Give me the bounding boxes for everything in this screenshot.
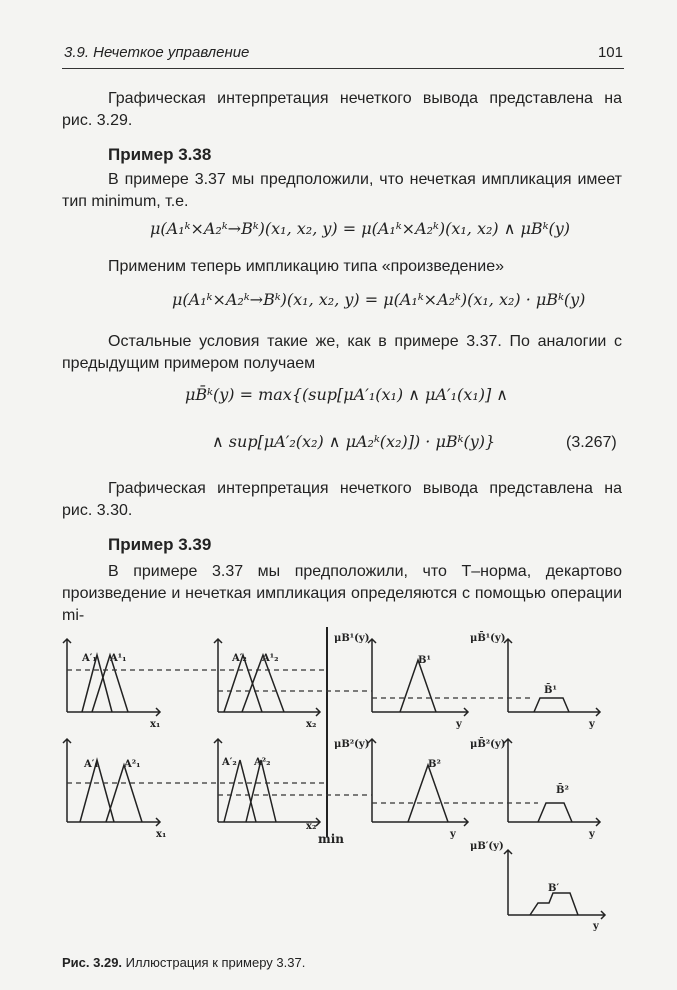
label-y-row2-B2: y	[450, 829, 456, 840]
label-Bprime: B′	[548, 883, 560, 894]
paragraph-graphic-interpretation-2: Графическая интерпретация нечеткого вывода представлена на рис. 3.30.	[62, 480, 622, 519]
panel-row1-x2	[214, 639, 320, 716]
label-muB1-bar: μB̄¹(y)	[470, 633, 506, 644]
label-A2-prime: A′₂	[232, 653, 247, 664]
triangle-A2-2	[246, 760, 276, 822]
label-y-row2-B2-bar: y	[589, 829, 595, 840]
trapezoid-B1-bar	[534, 698, 569, 712]
label-B1: B¹	[418, 655, 431, 666]
figure-3-29	[0, 615, 677, 945]
paragraph-graphic-interpretation-1: Графическая интерпретация нечеткого вывода представлена на рис. 3.29.	[62, 90, 622, 129]
figure-caption-label: Рис. 3.29.	[62, 955, 123, 970]
example-3-39-text-1: В примере 3.37 мы предположили, что T–норма, декартово произведение и нечеткая импликация определяются с помощью операции mi-	[62, 563, 622, 624]
panel-row2-B2	[368, 739, 468, 826]
label-muB1: μB¹(y)	[334, 633, 370, 644]
label-A1-2: A²₁	[124, 759, 141, 770]
label-muB2: μB²(y)	[334, 739, 370, 750]
label-B2-bar: B̄²	[556, 785, 569, 796]
label-x2-row2: x₂	[306, 821, 317, 832]
label-A1-prime-row2: A′₁	[84, 759, 99, 770]
panel-row1-B1	[368, 639, 468, 716]
example-3-39-heading: Пример 3.39	[108, 535, 212, 554]
label-A2-2: A²₂	[254, 757, 271, 768]
example-3-38-heading: Пример 3.38	[108, 145, 212, 164]
trapezoid-B2-bar	[538, 803, 572, 822]
page-number: 101	[597, 44, 623, 61]
label-x1-row2: x₁	[156, 829, 167, 840]
panel-row1-x1	[63, 639, 160, 716]
label-A2-1: A¹₂	[262, 653, 279, 664]
label-muBprime: μB′(y)	[470, 841, 504, 852]
panel-row2-B2-bar	[504, 739, 600, 826]
example-3-38-text-2: Применим теперь импликацию типа «произведение»	[108, 258, 504, 275]
figure-caption	[62, 955, 305, 970]
example-3-38-text-3: Остальные условия такие же, как в примере 3.37. По аналогии с предыдущим примером получаем	[62, 333, 622, 372]
equation-number: (3.267)	[566, 434, 617, 451]
triangle-B2	[408, 765, 448, 822]
formula-3-267-line-1: μB̄ᵏ(y) = max{(sup[μA′₁(x₁) ∧ μA′₁(x₁)] ∧	[185, 385, 509, 404]
panel-row1-B1-bar	[504, 639, 600, 716]
triangle-B1	[400, 660, 436, 712]
formula-product-implication-text: μ(A₁ᵏ×A₂ᵏ→Bᵏ)(x₁, x₂, y) = μ(A₁ᵏ×A₂ᵏ)(x₁, x₂) · μBᵏ(y)	[172, 290, 586, 309]
figure-caption-text: Иллюстрация к примеру 3.37.	[125, 955, 306, 970]
label-min: min	[318, 832, 344, 846]
example-3-38-text-1: В примере 3.37 мы предположили, что нечеткая импликация имеет тип minimum, т.е.	[62, 171, 622, 210]
label-x1-row1: x₁	[150, 719, 161, 730]
aggregate-Bprime-shape	[530, 893, 578, 915]
formula-3-267-line-2: ∧ sup[μA′₂(x₂) ∧ μA₂ᵏ(x₂)]) · μBᵏ(y)}	[212, 432, 496, 451]
header-rule	[62, 68, 624, 69]
label-x2-row1: x₂	[306, 719, 317, 730]
formula-product-implication	[172, 290, 585, 309]
label-A2-prime-row2: A′₂	[222, 757, 237, 768]
label-B2: B²	[428, 759, 441, 770]
formula-minimum-implication-text: μ(A₁ᵏ×A₂ᵏ→Bᵏ)(x₁, x₂, y) = μ(A₁ᵏ×A₂ᵏ)(x₁, x₂) ∧ μBᵏ(y)	[150, 219, 571, 238]
label-A1-prime: A′₁	[82, 653, 97, 664]
label-B1-bar: B̄¹	[544, 685, 557, 696]
label-muB2-bar: μB̄²(y)	[470, 739, 506, 750]
triangle-A2-prime-row2	[224, 760, 256, 822]
running-header-title: 3.9. Нечеткое управление	[64, 44, 250, 61]
formula-minimum-implication	[150, 219, 570, 238]
label-y-aggregate: y	[593, 921, 599, 932]
label-y-row1-B1: y	[456, 719, 462, 730]
label-y-row1-B1-bar: y	[589, 719, 595, 730]
label-A1-1: A¹₁	[110, 653, 127, 664]
